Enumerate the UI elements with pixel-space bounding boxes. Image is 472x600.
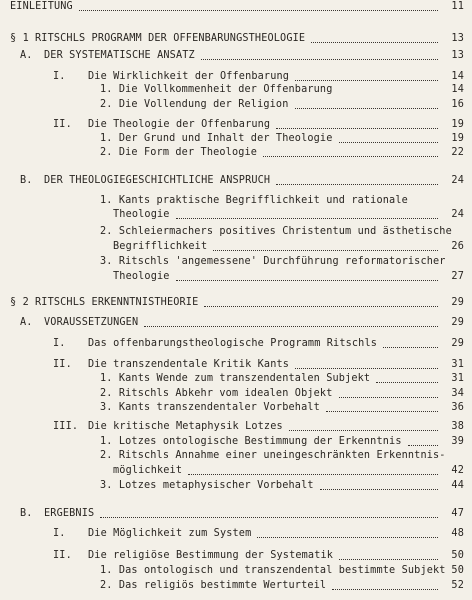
- toc-entry: [0, 580, 472, 592]
- toc-entry: [0, 550, 472, 562]
- toc-entry-title: Theologie: [113, 209, 170, 220]
- toc-entry: [0, 209, 472, 221]
- toc-entry: [0, 241, 472, 253]
- toc-entry-page: 34: [451, 388, 464, 399]
- toc-entry-title: 2. Ritschls Annahme einer uneingeschränkten Erkenntnis-: [100, 450, 446, 461]
- toc-entry: [0, 256, 472, 268]
- toc-entry-page: 19: [451, 133, 464, 144]
- toc-entry: [0, 317, 472, 329]
- toc-entry-title: 1. Kants praktische Begrifflichkeit und rationale: [100, 195, 408, 206]
- toc-leader-dots: [376, 382, 438, 383]
- toc-entry-title: 1. Das ontologisch und transzendental bestimmte Subjekt: [100, 565, 446, 576]
- toc-entry-title: 3. Lotzes metaphysischer Vorbehalt: [100, 480, 314, 491]
- toc-entry-page: 27: [451, 271, 464, 282]
- toc-entry-page: 14: [451, 71, 464, 82]
- toc-leader-dots: [339, 397, 438, 398]
- toc-entry: [0, 71, 472, 83]
- toc-leader-dots: [201, 59, 438, 60]
- toc-entry-number: II.: [53, 359, 72, 370]
- toc-entry: [0, 99, 472, 111]
- toc-entry-number: III.: [53, 421, 79, 432]
- toc-leader-dots: [188, 474, 438, 475]
- toc-entry-page: 13: [451, 50, 464, 61]
- toc-entry-title: 2. Das religiös bestimmte Werturteil: [100, 580, 327, 591]
- toc-entry-title: 2. Ritschls Abkehr vom idealen Objekt: [100, 388, 333, 399]
- toc-entry-title: Die Möglichkeit zum System: [88, 528, 252, 539]
- toc-entry-title: 2. Die Vollendung der Religion: [100, 99, 289, 110]
- toc-entry-page: 16: [451, 99, 464, 110]
- toc-entry-number: A.: [20, 50, 33, 61]
- toc-entry-number: II.: [53, 550, 72, 561]
- toc-entry-page: 44: [451, 480, 464, 491]
- toc-entry-title: Die Wirklichkeit der Offenbarung: [88, 71, 290, 82]
- toc-entry-title: DER THEOLOGIEGESCHICHTLICHE ANSPRUCH: [44, 175, 271, 186]
- toc-entry-title: 2. Die Form der Theologie: [100, 147, 258, 158]
- toc-entry-number: B.: [20, 508, 33, 519]
- toc-entry: [0, 84, 472, 96]
- toc-entry-title: Das offenbarungstheologische Programm Ritschls: [88, 338, 378, 349]
- toc-leader-dots: [295, 80, 438, 81]
- toc-entry: [0, 338, 472, 350]
- toc-leader-dots: [311, 42, 438, 43]
- toc-leader-dots: [383, 347, 438, 348]
- toc-leader-dots: [144, 326, 438, 327]
- toc-leader-dots: [339, 142, 438, 143]
- toc-leader-dots: [295, 108, 438, 109]
- toc-entry-page: 50: [451, 550, 464, 561]
- toc-entry-page: 11: [451, 1, 464, 12]
- toc-leader-dots: [79, 10, 438, 11]
- toc-leader-dots: [276, 128, 438, 129]
- toc-entry-title: RITSCHLS PROGRAMM DER OFFENBARUNGSTHEOLOGIE: [35, 33, 306, 44]
- toc-leader-dots: [100, 517, 438, 518]
- toc-leader-dots: [326, 411, 438, 412]
- toc-entry: [0, 508, 472, 520]
- toc-entry-page: 47: [451, 508, 464, 519]
- toc-entry-title: Die religiöse Bestimmung der Systematik: [88, 550, 334, 561]
- toc-entry: [0, 271, 472, 283]
- toc-leader-dots: [320, 489, 438, 490]
- toc-entry-page: 31: [451, 359, 464, 370]
- toc-entry-title: 2. Schleiermachers positives Christentum und ästhetische: [100, 226, 452, 237]
- toc-entry-page: 50: [451, 565, 464, 576]
- toc-entry-title: VORAUSSETZUNGEN: [44, 317, 139, 328]
- toc-entry-title: EINLEITUNG: [10, 1, 73, 12]
- toc-entry-page: 29: [451, 317, 464, 328]
- toc-entry: [0, 480, 472, 492]
- toc-entry-title: 1. Kants Wende zum transzendentalen Subjekt: [100, 373, 371, 384]
- toc-entry-title: möglichkeit: [113, 465, 183, 476]
- toc-entry-number: II.: [53, 119, 72, 130]
- toc-entry-number: A.: [20, 317, 33, 328]
- toc-entry-number: I.: [53, 338, 66, 349]
- toc-entry: [0, 226, 472, 238]
- toc-leader-dots: [339, 559, 438, 560]
- toc-leader-dots: [332, 589, 438, 590]
- toc-leader-dots: [204, 306, 438, 307]
- toc-entry-page: 13: [451, 33, 464, 44]
- toc-entry: [0, 50, 472, 62]
- toc-entry-title: Die Theologie der Offenbarung: [88, 119, 271, 130]
- toc-entry-page: 26: [451, 241, 464, 252]
- toc-leader-dots: [289, 430, 438, 431]
- toc-entry: [0, 465, 472, 477]
- toc-entry-title: ERGEBNIS: [44, 508, 95, 519]
- toc-leader-dots: [263, 156, 438, 157]
- toc-entry-number: B.: [20, 175, 33, 186]
- toc-entry: [0, 119, 472, 131]
- toc-entry: [0, 565, 472, 577]
- toc-leader-dots: [408, 445, 438, 446]
- toc-entry-number: § 1: [10, 33, 29, 44]
- toc-entry-page: 29: [451, 297, 464, 308]
- toc-entry-page: 52: [451, 580, 464, 591]
- toc-entry-title: RITSCHLS ERKENNTNISTHEORIE: [35, 297, 199, 308]
- toc-entry: [0, 450, 472, 462]
- toc-entry-number: § 2: [10, 297, 29, 308]
- toc-entry: [0, 1, 472, 13]
- toc-entry-title: 1. Der Grund und Inhalt der Theologie: [100, 133, 333, 144]
- toc-entry-page: 24: [451, 209, 464, 220]
- toc-entry-title: Die kritische Metaphysik Lotzes: [88, 421, 283, 432]
- toc-entry-page: 39: [451, 436, 464, 447]
- toc-entry-number: I.: [53, 71, 66, 82]
- toc-entry: [0, 421, 472, 433]
- toc-entry: [0, 528, 472, 540]
- toc-entry-page: 19: [451, 119, 464, 130]
- toc-leader-dots: [295, 368, 438, 369]
- toc-entry-title: 1. Lotzes ontologische Bestimmung der Erkenntnis: [100, 436, 402, 447]
- toc-entry-title: 3. Ritschls 'angemessene' Durchführung reformatorischer: [100, 256, 446, 267]
- toc-entry-page: 36: [451, 402, 464, 413]
- toc-entry: [0, 402, 472, 414]
- toc-entry: [0, 373, 472, 385]
- toc-entry-title: Theologie: [113, 271, 170, 282]
- toc-entry: [0, 195, 472, 207]
- toc-entry: [0, 147, 472, 159]
- toc-entry: [0, 388, 472, 400]
- toc-entry-page: 14: [451, 84, 464, 95]
- toc-entry-page: 42: [451, 465, 464, 476]
- toc-entry-page: 48: [451, 528, 464, 539]
- toc-entry: [0, 175, 472, 187]
- toc-leader-dots: [257, 537, 438, 538]
- toc-entry-page: 24: [451, 175, 464, 186]
- toc-entry-page: 22: [451, 147, 464, 158]
- toc-entry-page: 31: [451, 373, 464, 384]
- toc-entry-number: I.: [53, 528, 66, 539]
- toc-entry-title: 1. Die Vollkommenheit der Offenbarung: [100, 84, 333, 95]
- toc-entry: [0, 133, 472, 145]
- toc-entry-page: 38: [451, 421, 464, 432]
- toc-entry-title: 3. Kants transzendentaler Vorbehalt: [100, 402, 320, 413]
- toc-entry-title: Begrifflichkeit: [113, 241, 208, 252]
- toc-leader-dots: [213, 250, 438, 251]
- toc-entry: [0, 297, 472, 309]
- toc-leader-dots: [176, 280, 438, 281]
- toc-entry-page: 29: [451, 338, 464, 349]
- toc-leader-dots: [276, 184, 438, 185]
- toc-entry: [0, 359, 472, 371]
- toc-entry-title: DER SYSTEMATISCHE ANSATZ: [44, 50, 195, 61]
- toc-entry: [0, 436, 472, 448]
- toc-leader-dots: [176, 218, 438, 219]
- toc-entry: [0, 33, 472, 45]
- toc-entry-title: Die transzendentale Kritik Kants: [88, 359, 290, 370]
